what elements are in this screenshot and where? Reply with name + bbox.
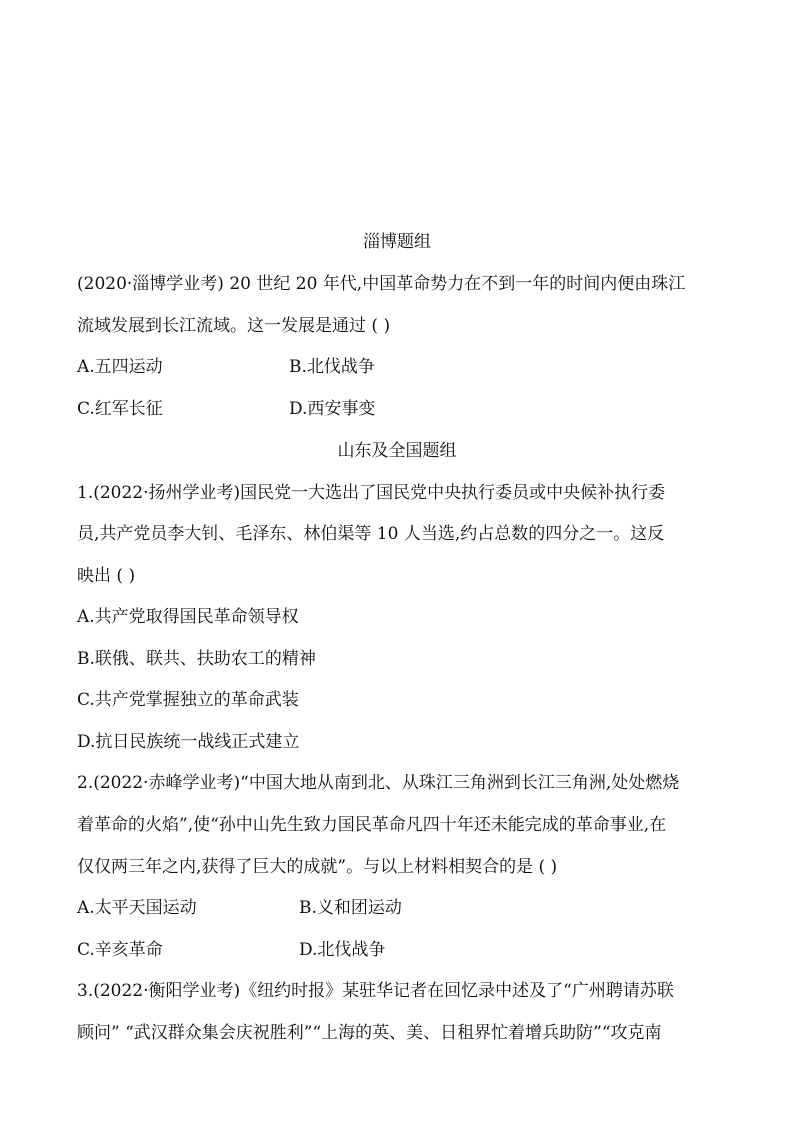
section-title-zibo: 淄博题组 bbox=[363, 232, 431, 252]
option-d: D.西安事变 bbox=[289, 399, 376, 419]
question-2-line-2: 着革命的火焰”,使“孙中山先生致力国民革命凡四十年还未能完成的革命事业,在 bbox=[77, 815, 667, 835]
section-title-shandong: 山东及全国题组 bbox=[337, 441, 457, 461]
question-zibo-line-2: 流域发展到长江流域。这一发展是通过 ( ) bbox=[77, 316, 391, 336]
option-b: B.联俄、联共、扶助农工的精神 bbox=[77, 649, 316, 669]
option-c: C.辛亥革命 bbox=[77, 940, 163, 960]
question-3-line-1: 3.(2022·衡阳学业考)《纽约时报》某驻华记者在回忆录中述及了“广州聘请苏联 bbox=[77, 981, 674, 1001]
question-1-line-1: 1.(2022·扬州学业考)国民党一大选出了国民党中央执行委员或中央候补执行委 bbox=[77, 483, 666, 503]
question-1-line-2: 员,共产党员李大钊、毛泽东、林伯渠等 10 人当选,约占总数的四分之一。这反 bbox=[77, 524, 665, 544]
option-c: C.共产党掌握独立的革命武装 bbox=[77, 690, 299, 710]
option-c: C.红军长征 bbox=[77, 399, 163, 419]
option-a: A.共产党取得国民革命领导权 bbox=[77, 607, 299, 627]
option-d: D.抗日民族统一战线正式建立 bbox=[77, 732, 300, 752]
option-b: B.义和团运动 bbox=[299, 898, 402, 918]
question-zibo-line-1: (2020·淄博学业考) 20 世纪 20 年代,中国革命势力在不到一年的时间内便由珠江 bbox=[77, 274, 686, 294]
option-a: A.太平天国运动 bbox=[77, 898, 197, 918]
question-2-line-1: 2.(2022·赤峰学业考)“中国大地从南到北、从珠江三角洲到长江三角洲,处处燃烧 bbox=[77, 773, 680, 793]
option-b: B.北伐战争 bbox=[289, 357, 375, 377]
question-1-line-3: 映出 ( ) bbox=[77, 566, 136, 586]
question-2-line-3: 仅仅两三年之内,获得了巨大的成就”。与以上材料相契合的是 ( ) bbox=[77, 857, 558, 877]
option-a: A.五四运动 bbox=[77, 357, 163, 377]
question-3-line-2: 顾问” “武汉群众集会庆祝胜利”“上海的英、美、日租界忙着增兵助防”“攻克南 bbox=[77, 1023, 662, 1043]
option-d: D.北伐战争 bbox=[299, 940, 386, 960]
